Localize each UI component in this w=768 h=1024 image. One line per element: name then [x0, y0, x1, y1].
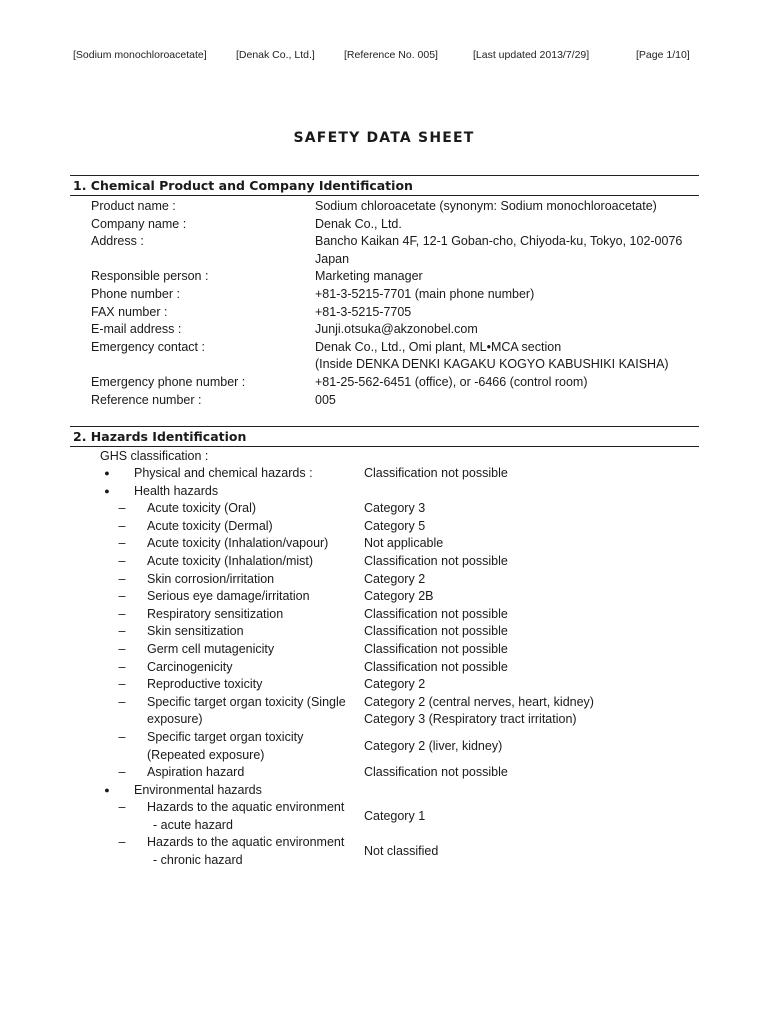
document-title: SAFETY DATA SHEET	[293, 130, 475, 146]
info-label: E-mail address :	[91, 322, 182, 337]
info-row	[70, 392, 699, 410]
hazard-category	[364, 518, 425, 536]
info-value	[315, 374, 699, 392]
environmental-hazards	[70, 782, 699, 800]
hazard-category-line: Classification not possible	[364, 641, 508, 656]
dash-icon: –	[118, 765, 126, 780]
page-header	[0, 49, 768, 65]
hazard-category-line: Classification not possible	[364, 624, 508, 639]
info-row	[70, 233, 699, 268]
hazard-row	[70, 729, 699, 764]
hazard-label-line: Serious eye damage/irritation	[147, 589, 310, 604]
info-label: Company name :	[91, 216, 187, 231]
hazard-category	[364, 606, 508, 624]
hazard-category	[364, 571, 425, 589]
hazard-category	[364, 659, 508, 677]
info-row	[70, 339, 699, 374]
health-hazards	[70, 483, 699, 501]
hazard-row	[70, 535, 699, 553]
bullet-icon: ●	[104, 485, 110, 496]
dash-icon: –	[118, 536, 126, 551]
info-value-line: Marketing manager	[315, 269, 423, 284]
hazard-category-line: Not applicable	[364, 536, 444, 551]
hazard-label-line: - acute hazard	[153, 817, 233, 832]
info-row	[70, 268, 699, 286]
hazard-label	[147, 623, 352, 641]
info-value-line: Junji.otsuka@akzonobel.com	[315, 322, 478, 337]
bullet-icon: ●	[104, 784, 110, 795]
hazard-row	[70, 606, 699, 624]
hazard-category	[364, 641, 508, 659]
info-value	[315, 268, 699, 286]
hazard-label	[147, 606, 352, 624]
health-hazards-label: Health hazards	[134, 483, 219, 498]
hazard-label	[147, 588, 352, 606]
hazard-category-line: Category 5	[364, 518, 426, 533]
hazard-label-line: - chronic hazard	[153, 853, 243, 868]
hazard-label-line: Acute toxicity (Oral)	[147, 501, 257, 516]
info-value	[315, 339, 699, 374]
hazard-label	[147, 518, 352, 536]
hazard-label-line: Skin corrosion/irritation	[147, 571, 275, 586]
hazard-category-line: Not classified	[364, 844, 439, 859]
hazard-label-line: Hazards to the aquatic environment	[147, 800, 345, 815]
hazard-row	[70, 588, 699, 606]
info-row	[70, 374, 699, 392]
info-row	[70, 286, 699, 304]
info-label: FAX number :	[91, 304, 168, 319]
dash-icon: –	[118, 694, 126, 709]
hazard-label	[147, 553, 352, 571]
hazard-label	[147, 764, 352, 782]
section-1-title: 1. Chemical Product and Company Identification	[70, 175, 699, 196]
dash-icon: –	[118, 641, 126, 656]
physical-hazards-value: Classification not possible	[364, 466, 508, 480]
hazards-list	[70, 447, 699, 870]
hazard-row	[70, 623, 699, 641]
hazard-category-line: Category 2 (central nerves, heart, kidney)	[364, 694, 594, 709]
header-product: [Sodium monochloroacetate]	[73, 49, 207, 61]
hazard-label-line: Carcinogenicity	[147, 659, 233, 674]
hazard-row	[70, 799, 699, 834]
hazard-category-line: Classification not possible	[364, 553, 508, 568]
hazard-label	[147, 729, 352, 764]
hazard-category-line: Classification not possible	[364, 606, 508, 621]
info-label: Phone number :	[91, 286, 180, 301]
dash-icon: –	[118, 518, 126, 533]
info-value-line: +81-3-5215-7701 (main phone number)	[315, 286, 535, 301]
hazard-label-line: Reproductive toxicity	[147, 677, 263, 692]
hazard-label-line: Specific target organ toxicity	[147, 729, 304, 744]
hazard-label-line: Acute toxicity (Dermal)	[147, 518, 273, 533]
info-value	[315, 321, 699, 339]
dash-icon: –	[118, 800, 126, 815]
hazard-label	[147, 535, 352, 553]
info-row	[70, 216, 699, 234]
info-row	[70, 321, 699, 339]
hazard-category	[364, 694, 594, 729]
hazard-label	[147, 694, 352, 729]
dash-icon: –	[118, 606, 126, 621]
info-label: Emergency phone number :	[91, 374, 246, 389]
header-last-updated: [Last updated 2013/7/29]	[473, 49, 590, 61]
hazard-category	[364, 500, 425, 518]
info-value	[315, 392, 699, 410]
hazard-category-line: Category 2 (liver, kidney)	[364, 738, 503, 753]
hazard-label-line: Acute toxicity (Inhalation/vapour)	[147, 536, 329, 551]
hazard-row	[70, 659, 699, 677]
hazard-label-line: Germ cell mutagenicity	[147, 641, 275, 656]
hazard-category	[364, 764, 508, 782]
hazard-label-line: Aspiration hazard	[147, 765, 245, 780]
hazard-row	[70, 676, 699, 694]
dash-icon: –	[118, 659, 126, 674]
hazard-category-line: Category 2	[364, 677, 426, 692]
dash-icon: –	[118, 729, 126, 744]
info-value	[315, 216, 699, 234]
hazard-label-line: Skin sensitization	[147, 624, 244, 639]
info-label: Reference number :	[91, 392, 202, 407]
hazard-row	[70, 571, 699, 589]
info-value-line: +81-3-5215-7705	[315, 304, 412, 319]
bullet-icon: ●	[104, 468, 110, 478]
hazard-row	[70, 641, 699, 659]
dash-icon: –	[118, 624, 126, 639]
hazard-label	[147, 500, 352, 518]
hazard-label	[147, 571, 352, 589]
info-value-line: Japan	[315, 251, 350, 266]
hazard-category	[364, 808, 425, 826]
physical-hazards-label: Physical and chemical hazards :	[134, 466, 313, 480]
info-value	[315, 286, 699, 304]
info-value	[315, 304, 699, 322]
hazard-label-line: exposure)	[147, 712, 203, 727]
info-value	[315, 233, 699, 268]
hazard-category	[364, 553, 508, 571]
hazard-category	[364, 738, 502, 756]
hazard-label-line: Acute toxicity (Inhalation/mist)	[147, 553, 314, 568]
section-2-title: 2. Hazards Identification	[70, 426, 699, 447]
hazard-label	[147, 676, 352, 694]
hazard-label-line: Hazards to the aquatic environment	[147, 835, 345, 850]
info-value-line: Denak Co., Ltd.	[315, 216, 402, 231]
info-label: Address :	[91, 234, 144, 249]
header-page-number: [Page 1/10]	[636, 49, 690, 61]
hazard-label-line: Specific target organ toxicity (Single	[147, 694, 346, 709]
dash-icon: –	[118, 677, 126, 692]
hazard-category-line: Category 2	[364, 571, 426, 586]
header-company: [Denak Co., Ltd.]	[236, 49, 315, 61]
hazard-label	[147, 641, 352, 659]
info-value-line: (Inside DENKA DENKI KAGAKU KOGYO KABUSHIKI KAISHA)	[315, 357, 669, 372]
hazard-category	[364, 676, 425, 694]
hazard-category-line: Category 1	[364, 809, 426, 824]
physical-hazards	[70, 465, 699, 483]
dash-icon: –	[118, 835, 126, 850]
info-label: Responsible person :	[91, 269, 209, 284]
hazard-row	[70, 518, 699, 536]
hazard-row	[70, 500, 699, 518]
hazard-label	[147, 799, 352, 834]
hazard-label	[147, 834, 352, 869]
hazard-label	[147, 659, 352, 677]
info-value-line: +81-25-562-6451 (office), or -6466 (control room)	[315, 374, 588, 389]
dash-icon: –	[118, 571, 126, 586]
info-value-line: 005	[315, 392, 336, 407]
section-identification	[70, 175, 699, 409]
info-label: Product name :	[91, 199, 176, 213]
hazard-category-line: Classification not possible	[364, 659, 508, 674]
dash-icon: –	[118, 553, 126, 568]
info-row	[70, 198, 699, 216]
hazard-category	[364, 623, 508, 641]
hazard-category-line: Category 3	[364, 501, 426, 516]
hazard-label-line: (Repeated exposure)	[147, 747, 265, 762]
identification-table	[70, 196, 699, 409]
info-value	[315, 198, 699, 216]
info-row	[70, 304, 699, 322]
hazard-row	[70, 553, 699, 571]
ghs-classification-label: GHS classification :	[100, 449, 209, 463]
info-label: Emergency contact :	[91, 339, 205, 354]
hazard-row	[70, 764, 699, 782]
info-value-line: Denak Co., Ltd., Omi plant, ML•MCA section	[315, 339, 562, 354]
dash-icon: –	[118, 589, 126, 604]
hazard-label-line: Respiratory sensitization	[147, 606, 284, 621]
hazard-row	[70, 694, 699, 729]
hazard-category	[364, 588, 433, 606]
hazard-category-line: Classification not possible	[364, 765, 508, 780]
info-value-line: Sodium chloroacetate (synonym: Sodium monochloroacetate)	[315, 199, 657, 213]
dash-icon: –	[118, 501, 126, 516]
header-reference: [Reference No. 005]	[344, 49, 438, 61]
hazard-category	[364, 843, 438, 861]
hazard-row	[70, 834, 699, 869]
info-value-line: Bancho Kaikan 4F, 12-1 Goban-cho, Chiyoda-ku, Tokyo, 102-0076	[315, 234, 683, 249]
environmental-hazards-label: Environmental hazards	[134, 782, 262, 797]
hazard-category-line: Category 2B	[364, 589, 434, 604]
section-hazards	[70, 426, 699, 870]
hazard-category-line: Category 3 (Respiratory tract irritation)	[364, 712, 577, 727]
hazard-category	[364, 535, 443, 553]
